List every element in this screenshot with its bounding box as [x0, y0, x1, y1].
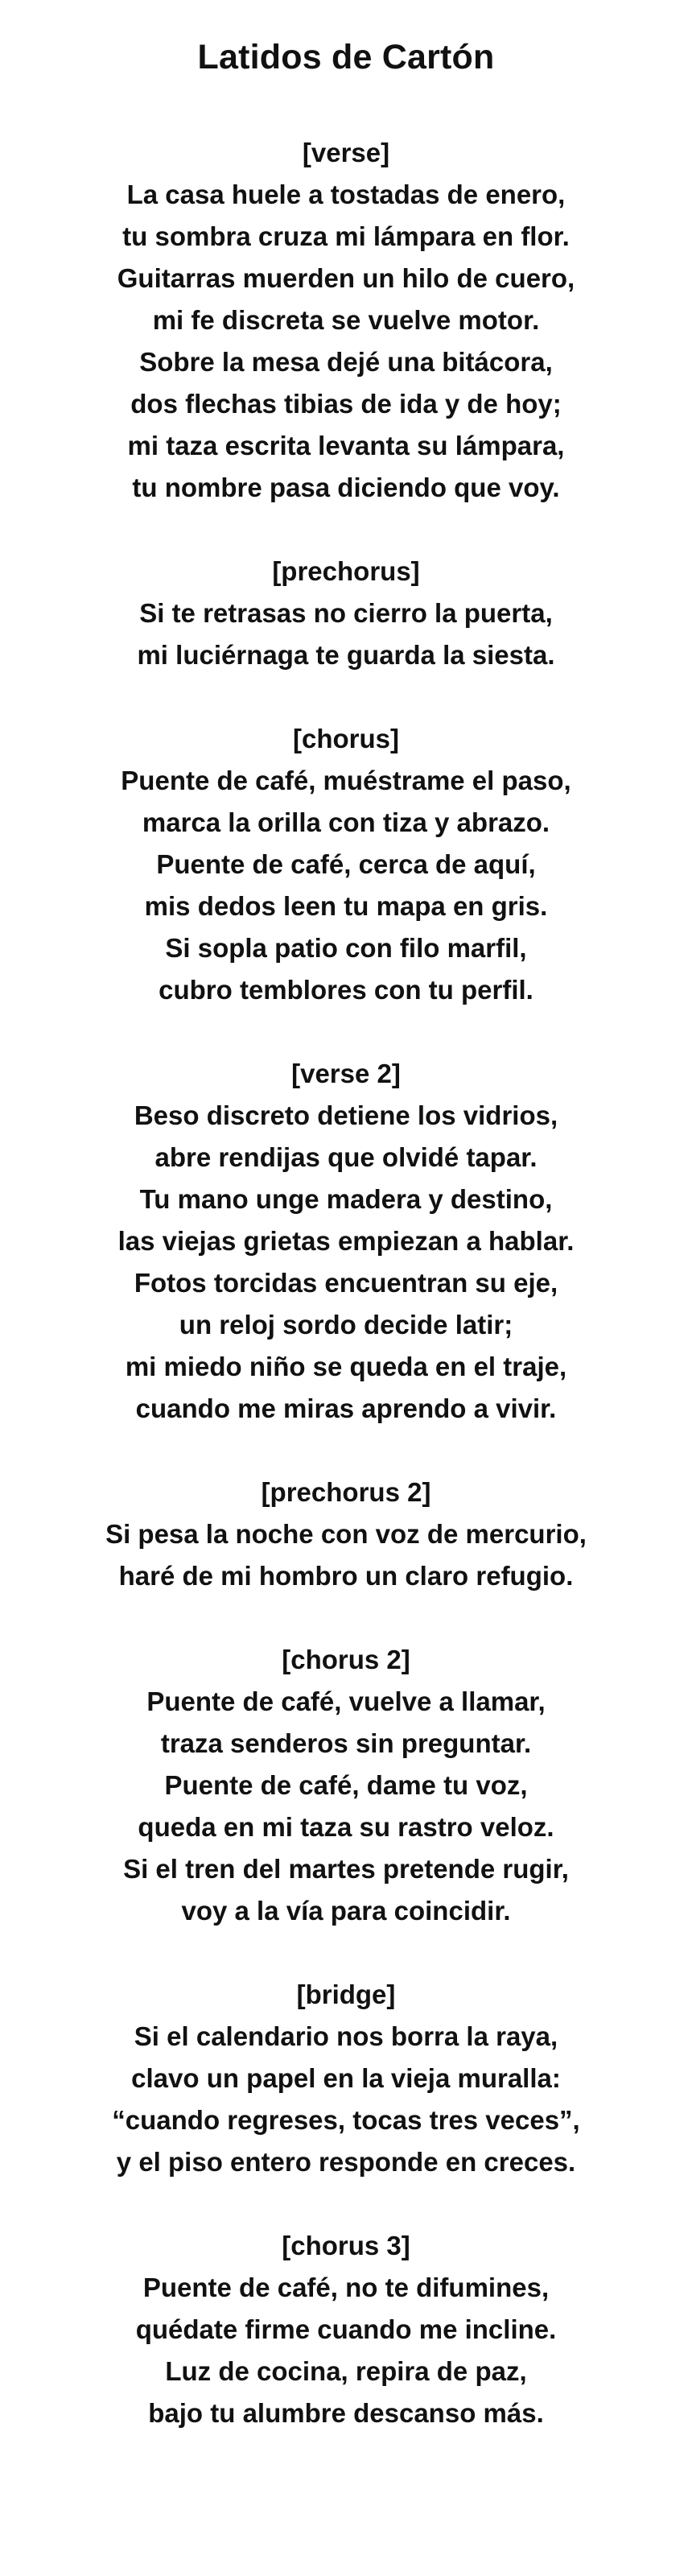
lyric-line: mi luciérnaga te guarda la siesta. [137, 640, 555, 670]
section-label: [prechorus 2] [261, 1477, 431, 1507]
lyric-line: cuando me miras aprendo a vivir. [135, 1393, 557, 1423]
lyric-line: voy a la vía para coincidir. [181, 1896, 511, 1926]
lyric-line: traza senderos sin preguntar. [160, 1728, 532, 1758]
lyric-line: Guitarras muerden un hilo de cuero, [117, 263, 575, 293]
section-chorus [0, 718, 692, 1011]
section-verse-2 [0, 1053, 692, 1430]
lyric-line: Fotos torcidas encuentran su eje, [134, 1268, 558, 1298]
lyric-line: Si pesa la noche con voz de mercurio, [105, 1519, 587, 1549]
lyric-line: “cuando regreses, tocas tres veces”, [112, 2105, 580, 2135]
section-label: [verse 2] [291, 1059, 401, 1088]
lyric-line: Puente de café, dame tu voz, [164, 1770, 528, 1800]
lyric-line: Si te retrasas no cierro la puerta, [139, 598, 553, 628]
lyric-line: bajo tu alumbre descanso más. [148, 2398, 544, 2428]
section-label: [verse] [302, 138, 390, 167]
song-title: Latidos de Cartón [197, 38, 495, 76]
lyric-line: mis dedos leen tu mapa en gris. [144, 891, 548, 921]
lyric-line: tu nombre pasa diciendo que voy. [132, 473, 560, 502]
lyric-line: Beso discreto detiene los vidrios, [134, 1100, 558, 1130]
lyric-line: Si sopla patio con filo marfil, [165, 933, 527, 963]
section-bridge [0, 1974, 692, 2183]
lyric-line: clavo un papel en la vieja muralla: [131, 2063, 561, 2093]
lyric-line: Si el calendario nos borra la raya, [134, 2021, 558, 2051]
section-label: [chorus 3] [282, 2231, 410, 2260]
lyrics-sections [0, 132, 692, 2434]
lyric-line: mi taza escrita levanta su lámpara, [127, 431, 565, 460]
lyric-line: y el piso entero responde en creces. [116, 2147, 576, 2177]
lyric-line: mi miedo niño se queda en el traje, [125, 1352, 567, 1381]
section-label: [bridge] [296, 1979, 396, 2009]
lyric-line: Tu mano unge madera y destino, [139, 1184, 553, 1214]
lyric-line: cubro temblores con tu perfil. [159, 975, 533, 1005]
section-label: [chorus 2] [282, 1645, 410, 1674]
lyric-line: Puente de café, vuelve a llamar, [146, 1686, 546, 1716]
lyric-line: dos flechas tibias de ida y de hoy; [130, 389, 562, 419]
section-prechorus [0, 551, 692, 676]
lyric-line: queda en mi taza su rastro veloz. [138, 1812, 554, 1842]
lyric-line: quédate firme cuando me incline. [135, 2314, 557, 2344]
section-label: [chorus] [293, 724, 399, 753]
lyric-line: La casa huele a tostadas de enero, [126, 180, 566, 209]
lyric-line: tu sombra cruza mi lámpara en flor. [122, 221, 570, 251]
section-chorus-2 [0, 1639, 692, 1932]
section-prechorus-2 [0, 1472, 692, 1597]
lyric-line: Puente de café, no te difumines, [142, 2273, 550, 2302]
lyric-line: marca la orilla con tiza y abrazo. [142, 807, 550, 837]
section-chorus-3 [0, 2225, 692, 2434]
lyric-line: Luz de cocina, repira de paz, [165, 2356, 527, 2386]
lyric-line: mi fe discreta se vuelve motor. [152, 305, 540, 335]
lyric-line: haré de mi hombro un claro refugio. [118, 1561, 574, 1591]
lyric-line: abre rendijas que olvidé tapar. [154, 1142, 538, 1172]
lyric-line: Puente de café, muéstrame el paso, [121, 766, 571, 795]
lyric-line: Si el tren del martes pretende rugir, [123, 1854, 569, 1884]
section-label: [prechorus] [272, 556, 420, 586]
lyric-line: Puente de café, cerca de aquí, [156, 849, 536, 879]
section-verse [0, 132, 692, 509]
lyric-line: un reloj sordo decide latir; [179, 1310, 513, 1340]
lyric-line: las viejas grietas empiezan a hablar. [117, 1226, 575, 1256]
lyric-line: Sobre la mesa dejé una bitácora, [139, 347, 553, 377]
